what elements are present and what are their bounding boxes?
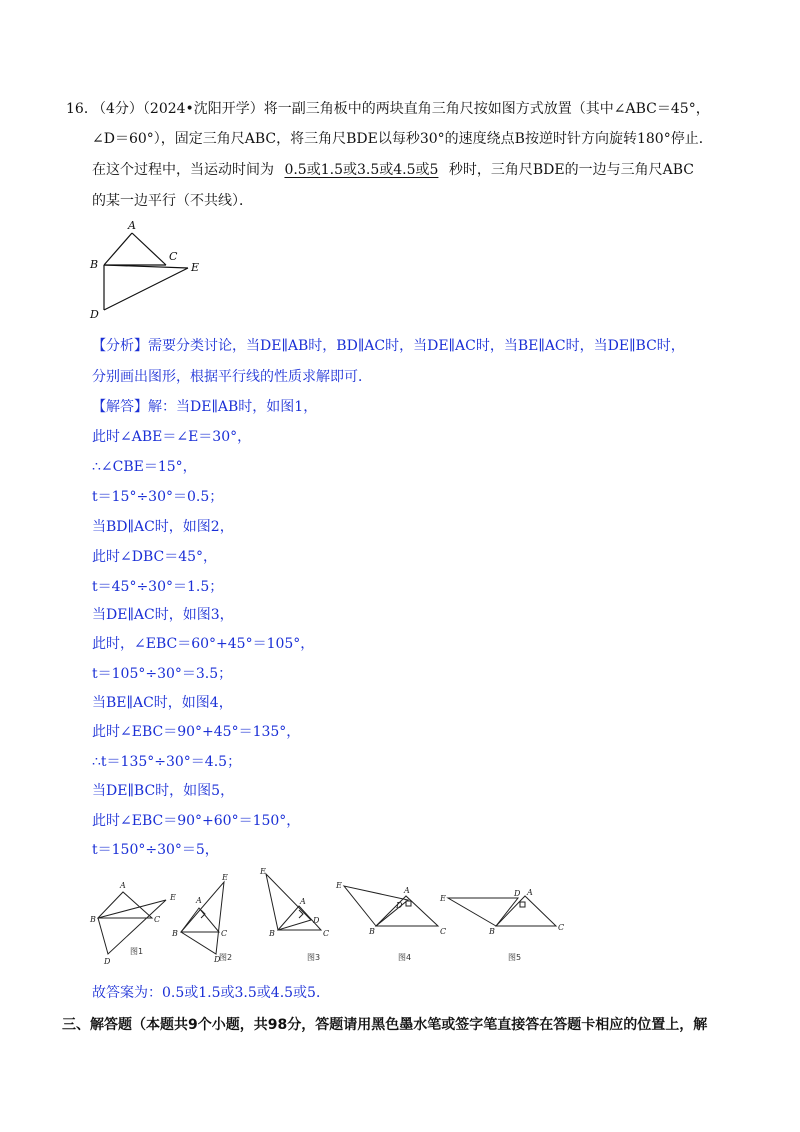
figure-3-caption: 图3 [307,953,321,962]
fig3-label-c: C [323,929,330,938]
fig1-triangle-abc [98,892,152,918]
fig5-triangle-abc [496,896,556,926]
solution-line: t＝45°÷30°＝1.5； [92,579,224,595]
fig1-label-a: A [120,881,126,890]
fig3-label-e: E [260,867,266,876]
fig5-triangle-bde [448,898,518,926]
fig4-label-c: C [440,927,447,936]
solution-line: t＝105°÷30°＝3.5； [92,666,233,682]
question-line-4: 的某一边平行（不共线）． [92,193,253,209]
label-c: C [169,250,178,263]
solution-line: 当BD∥AC时，如图2， [92,519,234,535]
fig5-label-c: C [558,923,565,932]
answer-blank: 0.5或1.5或3.5或4.5或5 [284,162,439,178]
fig4-right-angle-mark [406,901,411,906]
fig1-label-d: D [104,957,111,966]
question-line-3-after: 秒时，三角尺BDE的一边与三角尺ABC [448,162,694,178]
figure-5-caption: 图5 [508,953,522,962]
fig1-label-e: E [170,893,176,902]
solution-line: 当DE∥BC时，如图5， [92,783,235,799]
fig5-right-angle-mark [520,902,525,907]
figure-1-caption: 图1 [130,947,144,956]
question-line-2: ∠D＝60°），固定三角尺ABC，将三角尺BDE以每秒30°的速度绕点B按逆时针方向旋转180°停止． [92,131,713,147]
solution-line: ∴∠CBE＝15°， [92,459,197,475]
fig5-label-a: A [527,888,533,897]
main-triangle-diagram [80,215,220,325]
solution-line: 【解答】解：当DE∥AB时，如图1， [92,399,318,415]
figure-2-caption: 图2 [219,953,233,962]
solution-line: 此时∠EBC＝90°+60°＝150°， [92,813,301,829]
solution-line: ∴t＝135°÷30°＝4.5； [92,754,242,770]
solution-line: 此时∠ABE＝∠E＝30°， [92,429,252,445]
solution-line: 当DE∥AC时，如图3， [92,607,234,623]
label-d: D [90,308,99,321]
analysis-line-2: 分别画出图形，根据平行线的性质求解即可． [92,369,372,385]
solution-line: 此时∠DBC＝45°， [92,549,218,565]
fig5-label-e: E [440,894,446,903]
fig2-label-d: D [214,955,221,964]
fig5-label-b: B [489,927,495,936]
fig1-label-b: B [90,915,96,924]
figure-4-caption: 图4 [398,953,412,962]
main-diagram-lines [104,233,188,310]
fig4-label-d: D [396,901,403,910]
figure-5 [448,896,556,926]
solution-line: t＝150°÷30°＝5， [92,842,219,858]
label-a: A [128,219,136,232]
section-heading: 三、解答题（本题共9个小题，共98分，答题请用黑色墨水笔或签字笔直接答在答题卡相应的位置上，解 [62,1017,708,1033]
fig2-label-c: C [221,929,228,938]
figure-2 [181,882,224,954]
fig2-label-a: A [196,896,202,905]
fig3-label-a: A [300,897,306,906]
fig3-label-b: B [269,929,275,938]
figure-4 [344,886,438,926]
analysis-line-1: 【分析】需要分类讨论，当DE∥AB时，BD∥AC时，当DE∥AC时，当BE∥AC时，当DE∥BC时， [92,338,685,354]
fig2-triangle-bde [181,882,224,954]
fig2-right-angle-mark [201,910,205,918]
solution-line: 此时∠EBC＝90°+45°＝135°， [92,724,301,740]
question-line-3-before: 在这个过程中，当运动时间为 [92,162,274,178]
question-line-3 [92,160,694,180]
solution-line: 当BE∥AC时，如图4， [92,695,233,711]
label-e: E [191,261,200,274]
solution-line: 此时，∠EBC＝60°+45°＝105°， [92,636,315,652]
label-b: B [90,258,99,271]
segment-de [104,268,188,310]
question-line-1: （4分）（2024•沈阳开学）将一副三角板中的两块直角三角尺按如图方式放置（其中∠ABC＝45°， [92,101,710,117]
fig5-label-d: D [514,889,521,898]
fig4-label-e: E [336,881,342,890]
fig4-label-b: B [369,927,375,936]
question-number: 16． [66,101,98,117]
fig2-label-e: E [222,873,228,882]
segment-ab [104,233,132,265]
segment-ac [132,233,166,265]
solution-line: t＝15°÷30°＝0.5； [92,489,224,505]
fig2-label-b: B [172,929,178,938]
fig3-label-d: D [313,916,320,925]
fig2-triangle-abc [181,908,219,932]
final-answer: 故答案为：0.5或1.5或3.5或4.5或5． [92,985,330,1001]
rotation-figures [86,866,576,968]
fig1-label-c: C [154,915,161,924]
fig4-label-a: A [404,886,410,895]
